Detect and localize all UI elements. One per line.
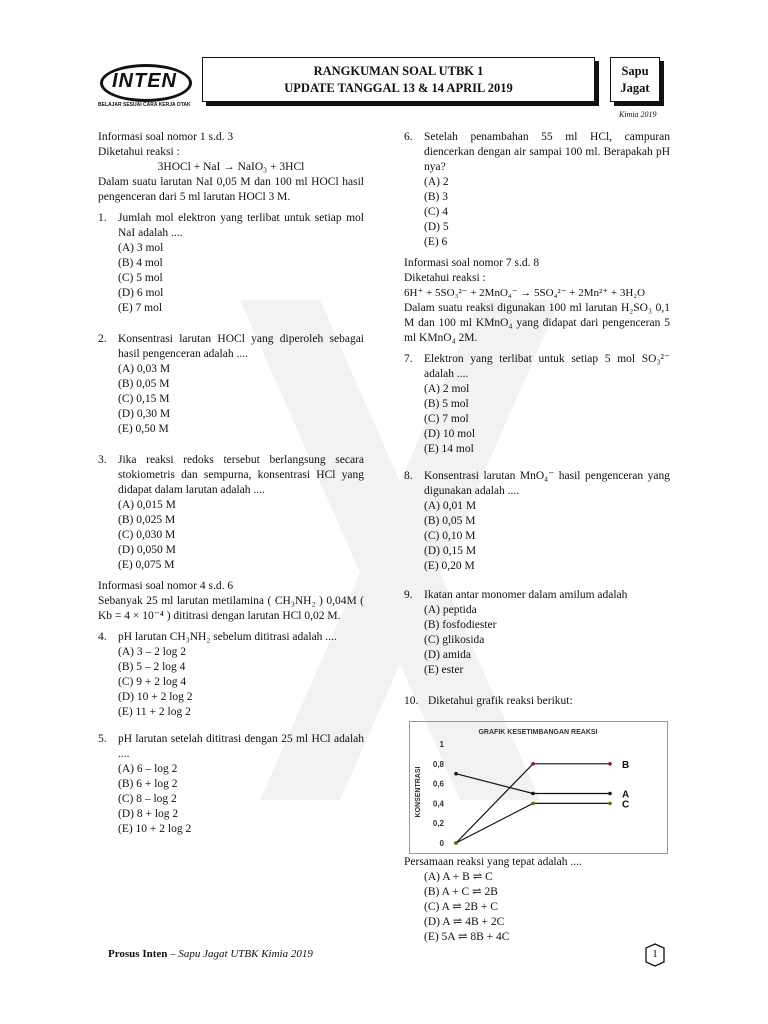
option: (A) 0,015 M xyxy=(118,499,176,511)
page-number-box xyxy=(645,943,665,967)
inten-logo xyxy=(98,60,192,112)
description-1: Dalam suatu larutan NaI 0,05 M dan 100 ml HOCl hasil pengenceran dari 5 ml larutan HOCl 3 M. xyxy=(98,176,364,203)
option: (C) 4 xyxy=(424,206,448,218)
question-5: 5. pH larutan setelah dititrasi dengan 25 ml HCl adalah .... xyxy=(98,733,364,760)
title-box xyxy=(202,57,595,102)
option: (C) 9 + 2 log 4 xyxy=(118,676,187,688)
option: (B) 0,025 M xyxy=(118,514,176,526)
data-point-a xyxy=(454,772,458,776)
option: (E) 10 + 2 log 2 xyxy=(118,823,192,835)
option: (B) 6 + log 2 xyxy=(118,778,178,790)
series-line-c xyxy=(456,803,610,843)
side-line-2: Jagat xyxy=(620,81,650,95)
y-tick-label: 0,8 xyxy=(432,759,444,769)
y-tick-label: 1 xyxy=(439,740,444,749)
y-tick-label: 0 xyxy=(439,839,444,848)
option: (D) 10 mol xyxy=(424,428,476,440)
info-7-8: Informasi soal nomor 7 s.d. 8 xyxy=(404,257,540,269)
option: (E) ester xyxy=(424,664,464,676)
question-1: 1. Jumlah mol elektron yang terlibat untuk setiap mol NaI adalah .... xyxy=(98,212,364,239)
options-6 xyxy=(424,175,670,250)
footer xyxy=(108,948,313,960)
option: (C) 0,10 M xyxy=(424,530,476,542)
question-2: 2. Konsentrasi larutan HOCl yang diperoleh sebagai hasil pengenceran adalah .... xyxy=(98,333,364,360)
description-2: Sebanyak 25 ml larutan metilamina ( CH₃NH₂ ) 0,04M ( Kb = 4 × 10⁻⁴ ) dititrasi dengan larutan HCl 0,02 M. xyxy=(98,595,364,622)
option: (A) 3 mol xyxy=(118,242,164,254)
footer-brand: Prosus Inten xyxy=(108,948,168,960)
option: (D) A ⇌ 4B + 2C xyxy=(424,916,505,928)
data-point-b xyxy=(608,762,612,766)
info-1-3: Informasi soal nomor 1 s.d. 3 xyxy=(98,131,234,143)
options-4 xyxy=(118,645,364,720)
option: (D) amida xyxy=(424,649,471,661)
options-1 xyxy=(118,241,364,316)
option: (A) 2 mol xyxy=(424,383,470,395)
left-column xyxy=(98,130,364,837)
diketahui-label: Diketahui reaksi : xyxy=(98,146,180,158)
options-8 xyxy=(424,499,670,574)
option: (A) peptida xyxy=(424,604,477,616)
description-3: Dalam suatu reaksi digunakan 100 ml larutan H₂SO₃ 0,1 M dan 100 ml KMnO₄ yang didapat dari pengenceran 5 ml KMnO₄ 2M. xyxy=(404,302,670,344)
series-label-a: A xyxy=(622,789,630,801)
option: (D) 5 xyxy=(424,221,449,233)
options-10 xyxy=(424,870,670,945)
sapu-jagat-box xyxy=(610,57,660,102)
right-column xyxy=(404,130,670,709)
question-10: 10. Diketahui grafik reaksi berikut: xyxy=(404,695,573,707)
y-tick-label: 0,4 xyxy=(432,799,444,809)
option: (A) 2 xyxy=(424,176,449,188)
reaction-2: 6H⁺ + 5SO₃²⁻ + 2MnO₄⁻ → 5SO₄²⁻ + 2Mn²⁺ + 3H₂O xyxy=(404,287,646,299)
y-tick-label: 0,6 xyxy=(432,779,444,789)
question-7: 7. Elektron yang terlibat untuk setiap 5 mol SO₃²⁻ adalah .... xyxy=(404,353,670,380)
question-8: 8. Konsentrasi larutan MnO₄⁻ hasil pengenceran yang digunakan adalah .... xyxy=(404,470,670,497)
question-4: 4. pH larutan CH₃NH₂ sebelum dititrasi adalah .... xyxy=(98,631,337,643)
option: (A) 0,03 M xyxy=(118,363,171,375)
question-10-continued xyxy=(404,855,670,945)
options-3 xyxy=(118,498,364,573)
option: (B) 5 – 2 log 4 xyxy=(118,661,186,673)
option: (B) fosfodiester xyxy=(424,619,497,631)
data-point-c xyxy=(608,802,612,806)
option: (D) 8 + log 2 xyxy=(118,808,179,820)
options-7 xyxy=(424,382,670,457)
option: (C) glikosida xyxy=(424,634,485,646)
question-9: 9. Ikatan antar monomer dalam amilum adalah xyxy=(404,589,628,601)
option: (A) 3 – 2 log 2 xyxy=(118,646,187,658)
option: (D) 6 mol xyxy=(118,287,164,299)
logo-text: INTEN xyxy=(112,70,177,92)
data-point-a xyxy=(531,792,535,796)
option: (D) 10 + 2 log 2 xyxy=(118,691,193,703)
side-line-1: Sapu xyxy=(621,64,649,78)
option: (B) 0,05 M xyxy=(424,515,476,527)
data-point-c xyxy=(454,841,458,845)
options-5 xyxy=(118,762,364,837)
option: (E) 6 xyxy=(424,236,448,248)
option: (E) 7 mol xyxy=(118,302,163,314)
diketahui-label-2: Diketahui reaksi : xyxy=(404,272,486,284)
option: (D) 0,30 M xyxy=(118,408,171,420)
option: (C) 0,15 M xyxy=(118,393,170,405)
option: (C) 7 mol xyxy=(424,413,469,425)
y-tick-label: 0,2 xyxy=(432,819,444,829)
option: (E) 11 + 2 log 2 xyxy=(118,706,191,718)
options-2 xyxy=(118,362,364,437)
chart-title: GRAFIK KESETIMBANGAN REAKSI xyxy=(478,729,598,736)
info-4-6: Informasi soal nomor 4 s.d. 6 xyxy=(98,580,234,592)
option: (B) 0,05 M xyxy=(118,378,170,390)
option: (E) 5A ⇌ 8B + 4C xyxy=(424,931,510,943)
question-6: 6. Setelah penambahan 55 ml HCl, campuran diencerkan dengan air sampai 100 ml. Berapakah pH nya? xyxy=(404,131,670,173)
page-number: 1 xyxy=(652,948,658,960)
logo-tagline: BELAJAR SESUAI CARA KERJA OTAK xyxy=(98,102,191,108)
option: (E) 0,20 M xyxy=(424,560,475,572)
question-10-prompt: Persamaan reaksi yang tepat adalah .... xyxy=(404,856,582,868)
subject-label: Kimia 2019 xyxy=(619,110,657,119)
footer-text: – Sapu Jagat UTBK Kimia 2019 xyxy=(167,948,313,960)
option: (B) 5 mol xyxy=(424,398,469,410)
equilibrium-chart xyxy=(409,721,668,854)
option: (C) 5 mol xyxy=(118,272,163,284)
title-line-1: RANGKUMAN SOAL UTBK 1 xyxy=(313,64,484,78)
options-9 xyxy=(424,603,670,678)
option: (C) 0,030 M xyxy=(118,529,176,541)
series-label-c: C xyxy=(622,799,630,811)
option: (B) 3 xyxy=(424,191,448,203)
option: (A) A + B ⇌ C xyxy=(424,871,493,883)
option: (E) 0,50 M xyxy=(118,423,169,435)
series-label-b: B xyxy=(622,759,630,771)
series-line-a xyxy=(456,774,610,794)
reaction-1: 3HOCl + NaI → NaIO₃ + 3HCl xyxy=(157,161,305,173)
chart-ylabel: KONSENTRASI xyxy=(415,766,422,818)
option: (E) 0,075 M xyxy=(118,559,175,571)
option: (A) 0,01 M xyxy=(424,500,477,512)
option: (D) 0,15 M xyxy=(424,545,477,557)
data-point-c xyxy=(531,802,535,806)
option: (C) 8 – log 2 xyxy=(118,793,177,805)
data-point-b xyxy=(531,762,535,766)
option: (E) 14 mol xyxy=(424,443,474,455)
title-line-2: UPDATE TANGGAL 13 & 14 APRIL 2019 xyxy=(284,81,513,95)
data-point-a xyxy=(608,792,612,796)
option: (A) 6 – log 2 xyxy=(118,763,178,775)
question-3: 3. Jika reaksi redoks tersebut berlangsung secara stokiometris dan sempurna, konsentrasi HCl yang didapat dalam larutan adalah .... xyxy=(98,454,364,496)
option: (B) 4 mol xyxy=(118,257,163,269)
option: (B) A + C ⇌ 2B xyxy=(424,886,498,898)
option: (D) 0,050 M xyxy=(118,544,176,556)
option: (C) A ⇌ 2B + C xyxy=(424,901,498,913)
